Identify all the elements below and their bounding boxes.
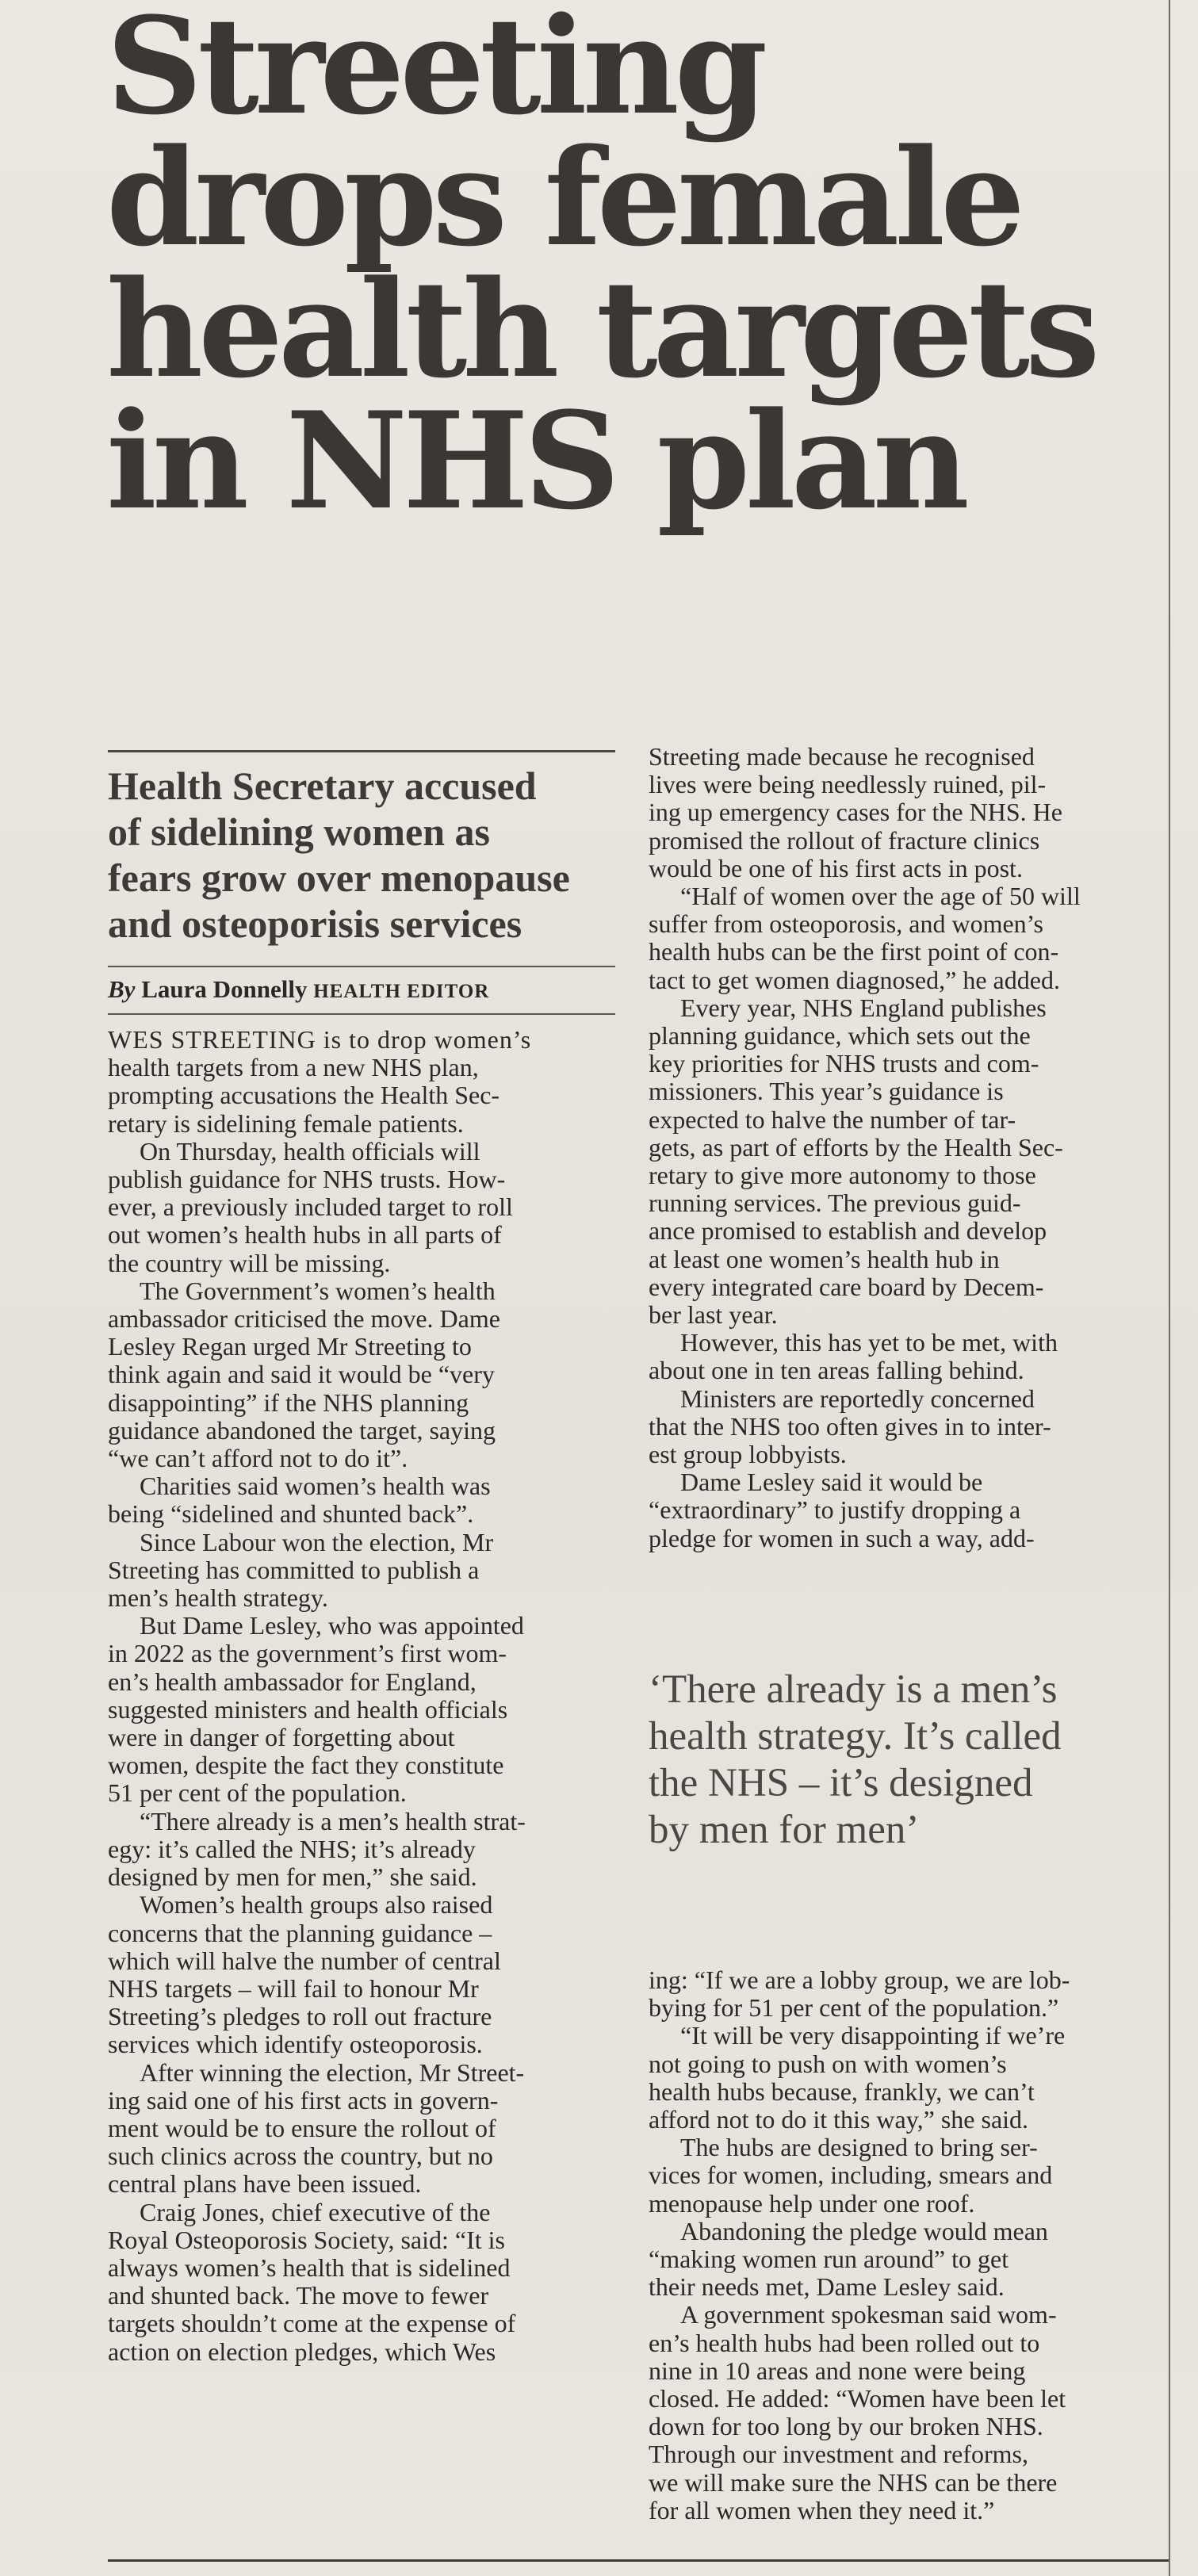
body-line: en’s health ambassador for England,: [108, 1667, 477, 1696]
standfirst-line: of sidelining women as: [108, 810, 491, 854]
body-line: lives were being needlessly ruined, pil-: [649, 770, 1047, 799]
pull-quote-line: by men for men’: [649, 1808, 920, 1852]
byline-by: By: [108, 975, 136, 1003]
body-line: which will halve the number of central: [108, 1946, 501, 1975]
headline-line: drops female: [106, 119, 1021, 276]
body-line: promised the rollout of fracture clinics: [649, 825, 1040, 855]
body-line: However, this has yet to be met, with: [680, 1328, 1058, 1357]
body-line: After winning the election, Mr Street-: [140, 2057, 525, 2087]
body-line: running services. The previous guid-: [649, 1188, 1021, 1218]
body-line: ance promised to establish and develop: [649, 1216, 1047, 1246]
body-line: menopause help under one roof.: [649, 2188, 975, 2218]
body-line: health hubs can be the first point of con-: [649, 937, 1059, 966]
body-line: “It will be very disappointing if we’re: [680, 2021, 1066, 2050]
body-line: “we can’t afford not to do it”.: [108, 1444, 408, 1473]
body-line: were in danger of forgetting about: [108, 1723, 455, 1752]
body-line: ever, a previously included target to roll: [108, 1192, 513, 1222]
body-line: WES STREETING is to drop women’s: [108, 1025, 532, 1054]
body-line: central plans have been issued.: [108, 2169, 422, 2199]
body-line: NHS targets – will fail to honour Mr: [108, 1973, 479, 2003]
body-line: would be one of his first acts in post.: [649, 853, 1023, 882]
body-line: publish guidance for NHS trusts. How-: [108, 1165, 506, 1194]
body-line: en’s health hubs had been rolled out to: [649, 2328, 1040, 2357]
body-line: suggested ministers and health officials: [108, 1694, 508, 1724]
body-line: ambassador criticised the move. Dame: [108, 1304, 500, 1334]
body-line: 51 per cent of the population.: [108, 1778, 407, 1808]
body-line: women, despite the fact they constitute: [108, 1751, 504, 1780]
bottom-rule: [108, 2559, 1169, 2562]
body-line: ing up emergency cases for the NHS. He: [649, 798, 1062, 827]
body-line: prompting accusations the Health Sec-: [108, 1081, 500, 1110]
body-line: Streeting’s pledges to roll out fracture: [108, 2002, 492, 2031]
body-line: men’s health strategy.: [108, 1583, 328, 1613]
body-line: services which identify osteoporosis.: [108, 2030, 483, 2059]
body-line: health targets from a new NHS plan,: [108, 1053, 479, 1082]
body-line: Through our investment and reforms,: [649, 2440, 1028, 2469]
standfirst: [108, 763, 623, 947]
headline-line: health targets: [106, 251, 1096, 408]
body-line: health hubs because, frankly, we can’t: [649, 2076, 1035, 2106]
body-line: gets, as part of efforts by the Health Sec-: [649, 1132, 1063, 1162]
byline: [108, 974, 631, 1008]
body-line: Charities said women’s health was: [140, 1472, 491, 1501]
article-column-two-bottom: [649, 1966, 1172, 2524]
body-line: Abandoning the pledge would mean: [680, 2216, 1048, 2245]
standfirst-line: and osteoporisis services: [108, 901, 522, 946]
body-line: think again and said it would be “very: [108, 1360, 495, 1389]
body-line: every integrated care board by Decem-: [649, 1272, 1044, 1301]
body-line: that the NHS too often gives in to inter-: [649, 1411, 1051, 1441]
pull-quote-line: ‘There already is a men’s: [649, 1667, 1058, 1712]
byline-rule-top: [108, 966, 615, 967]
body-line: concerns that the planning guidance –: [108, 1918, 492, 1947]
body-line: “extraordinary” to justify dropping a: [649, 1495, 1021, 1525]
body-line: bying for 51 per cent of the population.”: [649, 1993, 1059, 2023]
body-line: A government spokesman said wom-: [680, 2300, 1057, 2329]
body-line: about one in ten areas falling behind.: [649, 1356, 1024, 1385]
body-line: retary is sidelining female patients.: [108, 1108, 464, 1138]
headline-line: in NHS plan: [106, 382, 965, 539]
standfirst-line: fears grow over menopause: [108, 855, 570, 900]
body-line: closed. He added: “Women have been let: [649, 2384, 1066, 2413]
body-line: vices for women, including, smears and: [649, 2161, 1053, 2190]
body-line: at least one women’s health hub in: [649, 1244, 1000, 1273]
body-line: such clinics across the country, but no: [108, 2142, 493, 2171]
body-line: “making women run around” to get: [649, 2245, 1009, 2274]
body-line: est group lobbyists.: [649, 1440, 847, 1469]
body-line: disappointing” if the NHS planning: [108, 1388, 469, 1417]
body-line: Lesley Regan urged Mr Streeting to: [108, 1332, 472, 1361]
body-line: egy: it’s called the NHS; it’s already: [108, 1834, 476, 1863]
body-line: Every year, NHS England publishes: [680, 993, 1047, 1022]
body-line: we will make sure the NHS can be there: [649, 2467, 1058, 2497]
byline-author: Laura Donnelly: [141, 975, 308, 1003]
body-line: ing: “If we are a lobby group, we are lob-: [649, 1965, 1070, 1994]
body-line: expected to halve the number of tar-: [649, 1104, 1016, 1134]
body-line: ing said one of his first acts in govern-: [108, 2085, 499, 2115]
byline-role: HEALTH EDITOR: [313, 981, 490, 1002]
article-column-one: [108, 1026, 631, 2366]
body-line: suffer from osteoporosis, and women’s: [649, 909, 1043, 939]
body-line: Dame Lesley said it would be: [680, 1468, 983, 1497]
body-line: ber last year.: [649, 1300, 778, 1330]
body-line: tact to get women diagnosed,” he added.: [649, 965, 1060, 994]
body-line: On Thursday, health officials will: [140, 1136, 480, 1166]
pull-quote-line: the NHS – it’s designed: [649, 1761, 1033, 1805]
pull-quote-line: health strategy. It’s called: [649, 1714, 1062, 1759]
body-line: But Dame Lesley, who was appointed: [140, 1611, 524, 1640]
body-line: Craig Jones, chief executive of the: [140, 2197, 491, 2226]
body-line: Women’s health groups also raised: [140, 1890, 493, 1920]
body-line: ment would be to ensure the rollout of: [108, 2113, 496, 2142]
body-line: nine in 10 areas and none were being: [649, 2356, 1026, 2385]
body-line: afford not to do it this way,” she said.: [649, 2105, 1029, 2134]
body-line: for all women when they need it.”: [649, 2495, 995, 2524]
body-line: their needs met, Dame Lesley said.: [649, 2272, 1005, 2302]
body-line: being “sidelined and shunted back”.: [108, 1499, 474, 1529]
headline-line: Streeting: [106, 0, 764, 144]
body-line: in 2022 as the government’s first wom-: [108, 1639, 507, 1668]
body-line: and shunted back. The move to fewer: [108, 2281, 489, 2310]
body-line: “There already is a men’s health strat-: [140, 1806, 526, 1835]
article-column-two-top: [649, 743, 1172, 1552]
body-line: targets shouldn’t come at the expense of: [108, 2309, 516, 2338]
body-line: down for too long by our broken NHS.: [649, 2412, 1043, 2441]
body-line: out women’s health hubs in all parts of: [108, 1220, 502, 1250]
body-line: pledge for women in such a way, add-: [649, 1523, 1035, 1552]
body-line: guidance abandoned the target, saying: [108, 1415, 496, 1445]
body-line: The hubs are designed to bring ser-: [680, 2133, 1038, 2162]
body-line: Since Labour won the election, Mr: [140, 1527, 494, 1556]
body-line: planning guidance, which sets out the: [649, 1021, 1031, 1051]
body-line: always women’s health that is sidelined: [108, 2253, 511, 2282]
body-line: the country will be missing.: [108, 1248, 391, 1277]
body-line: Ministers are reportedly concerned: [680, 1384, 1035, 1413]
body-line: missioners. This year’s guidance is: [649, 1077, 1004, 1106]
body-line: The Government’s women’s health: [140, 1276, 496, 1305]
pull-quote: [649, 1667, 1156, 1854]
body-line: key priorities for NHS trusts and com-: [649, 1049, 1039, 1078]
body-line: Royal Osteoporosis Society, said: “It is: [108, 2225, 505, 2254]
body-line: designed by men for men,” she said.: [108, 1862, 477, 1892]
body-line: retary to give more autonomy to those: [649, 1161, 1036, 1190]
standfirst-rule: [108, 750, 615, 752]
body-line: “Half of women over the age of 50 will: [680, 882, 1081, 911]
standfirst-line: Health Secretary accused: [108, 764, 537, 808]
body-line: action on election pledges, which Wes: [108, 2337, 496, 2366]
body-line: Streeting has committed to publish a: [108, 1555, 480, 1584]
headline: [106, 0, 1161, 539]
byline-rule-bottom: [108, 1013, 615, 1015]
body-line: Streeting made because he recognised: [649, 742, 1035, 771]
body-line: not going to push on with women’s: [649, 2049, 1007, 2078]
